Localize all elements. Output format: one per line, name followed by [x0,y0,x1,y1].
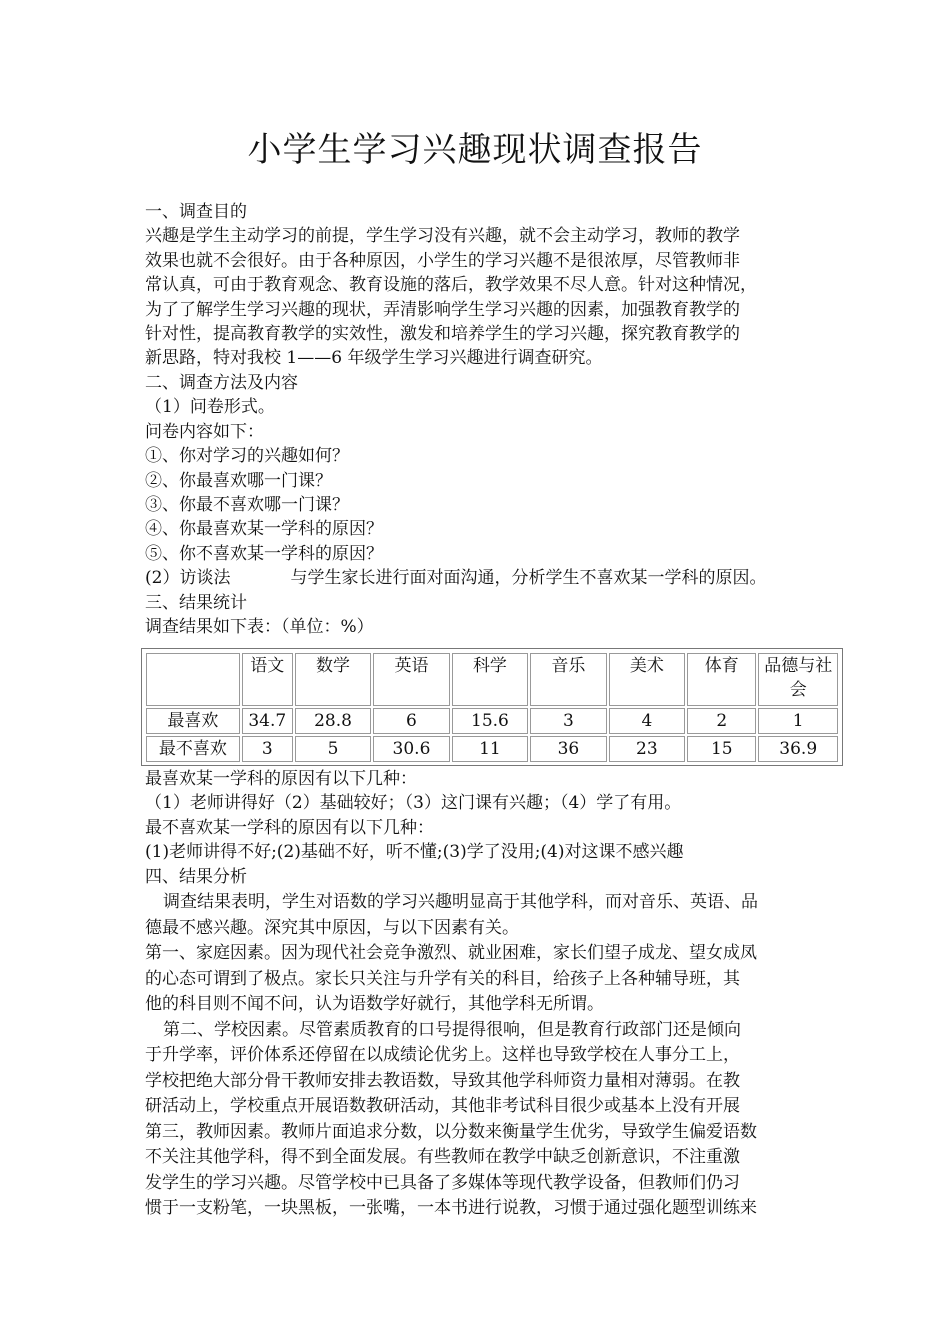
paragraph-line: 德最不感兴趣。深究其中原因，与以下因素有关。 [145,917,519,938]
paragraph-line: 他的科目则不闻不问，认为语数学好就行，其他学科无所谓。 [145,994,604,1014]
row-header: 最不喜欢 [146,736,240,762]
column-header: 美术 [609,653,685,706]
table-cell: 11 [452,736,528,762]
method-questionnaire: （1）问卷形式。 [145,397,275,418]
table-cell: 28.8 [295,708,371,734]
table-cell: 15 [687,736,756,762]
method-interview-label: (2）访谈法 [145,568,231,589]
paragraph-line: 的心态可谓到了极点。家长只关注与升学有关的科目，给孩子上各种辅导班，其 [145,968,740,989]
column-header: 体育 [687,653,756,706]
table-cell: 6 [373,708,449,734]
paragraph-line: 调查结果表明，学生对语数的学习兴趣明显高于其他学科，而对音乐、英语、品 [163,892,758,912]
paragraph-line: 研活动上，学校重点开展语数教研活动，其他非考试科目很少或基本上没有开展 [145,1096,740,1116]
question-item: ①、你对学习的兴趣如何？ [145,446,349,467]
column-header: 科学 [452,653,528,706]
report-title: 小学生学习兴趣现状调查报告 [247,130,703,170]
paragraph-line: 常认真，可由于教育观念、教育设施的落后，教学效果不尽人意。针对这种情况， [145,275,757,296]
paragraph-line: 为了了解学生学习兴趣的现状，弄清影响学生学习兴趣的因素，加强教育教学的 [145,299,740,320]
section-analysis [145,890,813,1222]
column-header: 英语 [373,653,449,706]
table-cell: 3 [242,736,293,762]
column-header: 数学 [295,653,371,706]
table-cell: 2 [687,708,756,734]
table-cell: 23 [609,736,685,762]
paragraph-line: 于升学率，评价体系还停留在以成绩论优劣上。这样也导致学校在人事分工上， [145,1045,740,1065]
table-corner-cell [146,653,240,706]
column-header: 语文 [242,653,293,706]
paragraph-line: 学校把绝大部分骨干教师安排去教语数，导致其他学科师资力量相对薄弱。在教 [145,1070,740,1091]
section-heading: 三、结果统计 [145,592,247,613]
like-reasons-heading: 最喜欢某一学科的原因有以下几种： [145,769,417,789]
table-row [146,736,838,762]
row-header: 最喜欢 [146,708,240,734]
paragraph-line: 发学生的学习兴趣。尽管学校中已具备了多媒体等现代教学设备，但教师们仍习 [145,1172,740,1193]
table-header-row [146,653,838,706]
question-item: ⑤、你不喜欢某一学科的原因？ [145,543,383,564]
column-header: 音乐 [530,653,606,706]
method-interview-text: 与学生家长进行面对面沟通，分析学生不喜欢某一学科的原因。 [290,568,767,589]
paragraph-line: 第三，教师因素。教师片面追求分数，以分数来衡量学生优劣，导致学生偏爱语数 [145,1121,757,1142]
paragraph-line: 第一、家庭因素。因为现代社会竞争激烈、就业困难，家长们望子成龙、望女成凤 [145,943,757,963]
paragraph-line: 兴趣是学生主动学习的前提，学生学习没有兴趣，就不会主动学习，教师的教学 [145,226,740,247]
dislike-reasons: (1)老师讲得不好;(2)基础不好，听不懂;(3)学了没用;(4)对这课不感兴趣 [145,842,684,863]
method-interview [145,566,813,590]
paragraph-line: 针对性，提高教育教学的实效性，激发和培养学生的学习兴趣，探究教育教学的 [145,323,740,344]
paragraph-line: 第二、学校因素。尽管素质教育的口号提得很响，但是教育行政部门还是倾向 [163,1019,741,1040]
section-purpose [145,200,813,371]
section-heading: 一、调查目的 [145,202,247,222]
table-cell: 30.6 [373,736,449,762]
paragraph-line: 新思路，特对我校 1——6 年级学生学习兴趣进行调查研究。 [145,348,603,369]
paragraph-line: 惯于一支粉笔，一块黑板，一张嘴，一本书进行说教，习惯于通过强化题型训练来 [145,1198,757,1218]
table-cell: 15.6 [452,708,528,734]
table-cell: 34.7 [242,708,293,734]
table-cell: 1 [758,708,838,734]
questionnaire-intro: 问卷内容如下： [145,421,264,442]
results-table [141,648,843,766]
table-cell: 5 [295,736,371,762]
section-heading: 四、结果分析 [145,866,247,887]
question-item: ④、你最喜欢某一学科的原因？ [145,519,383,540]
column-header: 品德与社会 [758,653,838,706]
section-method [145,371,813,639]
table-intro: 调查结果如下表：（单位：%） [145,616,374,637]
question-item: ②、你最喜欢哪一门课？ [145,470,332,491]
reasons-block [145,767,813,889]
table-cell: 36 [530,736,606,762]
question-item: ③、你最不喜欢哪一门课？ [145,494,349,515]
paragraph-line: 不关注其他学科，得不到全面发展。有些教师在教学中缺乏创新意识，不注重激 [145,1147,740,1167]
paragraph-line: 效果也就不会很好。由于各种原因，小学生的学习兴趣不是很浓厚，尽管教师非 [145,250,740,271]
table-cell: 36.9 [758,736,838,762]
like-reasons: （1）老师讲得好（2）基础较好；（3）这门课有兴趣；（4）学了有用。 [145,793,682,814]
table-cell: 3 [530,708,606,734]
table-cell: 4 [609,708,685,734]
section-heading: 二、调查方法及内容 [145,373,298,393]
table-row [146,708,838,734]
dislike-reasons-heading: 最不喜欢某一学科的原因有以下几种： [145,817,434,838]
